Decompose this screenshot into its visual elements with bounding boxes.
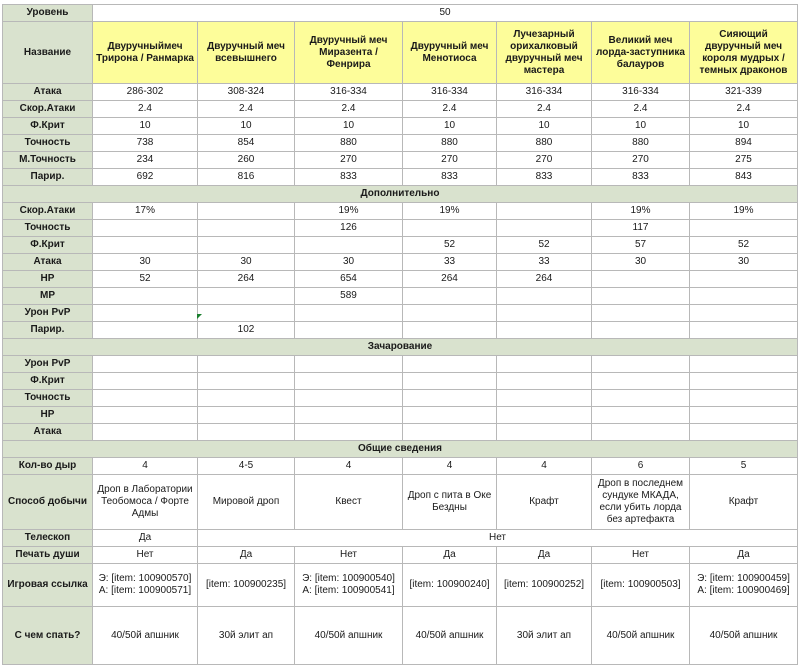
- stat-value[interactable]: [295, 237, 403, 254]
- row-telescope: [3, 530, 798, 547]
- stat-value[interactable]: [93, 356, 198, 373]
- stat-value[interactable]: 19%: [403, 203, 497, 220]
- stat-value[interactable]: 854: [198, 135, 295, 152]
- stat-row: [3, 101, 798, 118]
- stat-value[interactable]: 316-334: [592, 84, 690, 101]
- stat-value[interactable]: [403, 356, 497, 373]
- link-line: [item: 100900240]: [409, 579, 490, 590]
- stat-value[interactable]: [497, 305, 592, 322]
- stat-value[interactable]: 738: [93, 135, 198, 152]
- stat-value[interactable]: 234: [93, 152, 198, 169]
- stat-value[interactable]: 33: [497, 254, 592, 271]
- stat-label[interactable]: Атака: [3, 254, 93, 271]
- stat-value[interactable]: [295, 356, 403, 373]
- stat-label[interactable]: HP: [3, 271, 93, 288]
- stat-value[interactable]: 30: [592, 254, 690, 271]
- soulbound-value[interactable]: Да: [690, 547, 798, 564]
- stat-row: [3, 356, 798, 373]
- stat-value[interactable]: 10: [93, 118, 198, 135]
- stat-value[interactable]: [690, 322, 798, 339]
- weapon-name[interactable]: Двуручныймеч Трирона / Ранмарка: [93, 22, 198, 84]
- stat-value[interactable]: [690, 271, 798, 288]
- soulbound-value[interactable]: Да: [403, 547, 497, 564]
- slots-value[interactable]: 5: [690, 458, 798, 475]
- soulbound-value[interactable]: Нет: [592, 547, 690, 564]
- stat-value[interactable]: [497, 407, 592, 424]
- section-enchant: [3, 339, 798, 356]
- row-link: [3, 564, 798, 607]
- stat-label[interactable]: Ф.Крит: [3, 118, 93, 135]
- sparring-value[interactable]: 40/50й апшник: [690, 607, 798, 665]
- link-value[interactable]: [497, 564, 592, 607]
- stat-value[interactable]: [198, 237, 295, 254]
- stat-value[interactable]: 264: [497, 271, 592, 288]
- stat-value[interactable]: 270: [403, 152, 497, 169]
- stat-value[interactable]: 57: [592, 237, 690, 254]
- sparring-value[interactable]: 40/50й апшник: [592, 607, 690, 665]
- stat-label[interactable]: Скор.Атаки: [3, 203, 93, 220]
- stat-row: [3, 373, 798, 390]
- stat-value[interactable]: [497, 373, 592, 390]
- stat-value[interactable]: 833: [592, 169, 690, 186]
- stat-value[interactable]: 894: [690, 135, 798, 152]
- source-value[interactable]: Крафт: [497, 475, 592, 530]
- stat-label[interactable]: MP: [3, 288, 93, 305]
- slots-value[interactable]: 4: [295, 458, 403, 475]
- stat-value[interactable]: 52: [403, 237, 497, 254]
- stat-value[interactable]: 126: [295, 220, 403, 237]
- stat-value[interactable]: [198, 203, 295, 220]
- stat-value[interactable]: [592, 322, 690, 339]
- source-label[interactable]: Способ добычи: [3, 475, 93, 530]
- stat-row: [3, 424, 798, 441]
- stat-value[interactable]: [198, 390, 295, 407]
- stat-value[interactable]: [497, 390, 592, 407]
- stat-row: [3, 152, 798, 169]
- sparring-value[interactable]: 40/50й апшник: [295, 607, 403, 665]
- stat-row: [3, 220, 798, 237]
- stat-label[interactable]: Урон PvP: [3, 305, 93, 322]
- soulbound-label[interactable]: Печать души: [3, 547, 93, 564]
- stat-value[interactable]: 2.4: [295, 101, 403, 118]
- stat-label[interactable]: Парир.: [3, 169, 93, 186]
- source-value[interactable]: Крафт: [690, 475, 798, 530]
- slots-value[interactable]: 4: [497, 458, 592, 475]
- stat-value[interactable]: 833: [497, 169, 592, 186]
- stat-value[interactable]: [690, 220, 798, 237]
- stat-value[interactable]: [690, 356, 798, 373]
- slots-label[interactable]: Кол-во дыр: [3, 458, 93, 475]
- stat-value[interactable]: 10: [690, 118, 798, 135]
- stat-value[interactable]: 286-302: [93, 84, 198, 101]
- row-slots: [3, 458, 798, 475]
- stat-value[interactable]: [592, 407, 690, 424]
- weapon-comparison-table: [2, 4, 798, 665]
- stat-label[interactable]: Ф.Крит: [3, 373, 93, 390]
- stat-row: [3, 203, 798, 220]
- stat-value[interactable]: [403, 390, 497, 407]
- stat-value[interactable]: [403, 288, 497, 305]
- stat-row: [3, 84, 798, 101]
- stat-value[interactable]: 30: [295, 254, 403, 271]
- source-value[interactable]: Мировой дроп: [198, 475, 295, 530]
- stat-value[interactable]: [295, 390, 403, 407]
- stat-value[interactable]: [497, 220, 592, 237]
- row-sparring: [3, 607, 798, 665]
- stat-value[interactable]: 316-334: [403, 84, 497, 101]
- section-general: [3, 441, 798, 458]
- link-value[interactable]: [690, 564, 798, 607]
- stat-value[interactable]: [592, 424, 690, 441]
- stat-value[interactable]: 589: [295, 288, 403, 305]
- stat-value[interactable]: [198, 220, 295, 237]
- stat-label[interactable]: М.Точность: [3, 152, 93, 169]
- stat-value[interactable]: 30: [198, 254, 295, 271]
- stat-value[interactable]: [690, 407, 798, 424]
- stat-row: [3, 254, 798, 271]
- sparring-value[interactable]: 40/50й апшник: [403, 607, 497, 665]
- stat-value[interactable]: [198, 424, 295, 441]
- stat-label[interactable]: Парир.: [3, 322, 93, 339]
- stat-value[interactable]: 2.4: [198, 101, 295, 118]
- link-line: Э: [item: 100900570]: [98, 573, 192, 584]
- stat-value[interactable]: 30: [690, 254, 798, 271]
- stat-value[interactable]: [93, 373, 198, 390]
- stat-value[interactable]: 833: [403, 169, 497, 186]
- stat-value[interactable]: [592, 373, 690, 390]
- link-line: Э: [item: 100900459]: [697, 573, 790, 584]
- stat-row: [3, 271, 798, 288]
- stat-value[interactable]: [403, 220, 497, 237]
- link-line: А: [item: 100900541]: [302, 585, 395, 596]
- stat-value[interactable]: [497, 424, 592, 441]
- level-label[interactable]: Уровень: [3, 5, 93, 22]
- stat-value[interactable]: 30: [93, 254, 198, 271]
- stat-value[interactable]: 270: [295, 152, 403, 169]
- weapon-name[interactable]: Лучезарный орихалковый двуручный меч мастера: [497, 22, 592, 84]
- stat-row: [3, 390, 798, 407]
- stat-value[interactable]: [295, 407, 403, 424]
- stat-value[interactable]: [198, 407, 295, 424]
- stat-label[interactable]: HP: [3, 407, 93, 424]
- stat-value[interactable]: 2.4: [690, 101, 798, 118]
- stat-value[interactable]: [93, 305, 198, 322]
- stat-value[interactable]: 52: [497, 237, 592, 254]
- link-value[interactable]: [198, 564, 295, 607]
- stat-value[interactable]: [497, 356, 592, 373]
- link-line: Э: [item: 100900540]: [302, 573, 395, 584]
- stat-value[interactable]: 308-324: [198, 84, 295, 101]
- stat-value[interactable]: 880: [403, 135, 497, 152]
- stat-value[interactable]: 52: [93, 271, 198, 288]
- stat-value[interactable]: [198, 373, 295, 390]
- stat-value[interactable]: 880: [592, 135, 690, 152]
- stat-value[interactable]: 264: [198, 271, 295, 288]
- sparring-label[interactable]: С чем спать?: [3, 607, 93, 665]
- stat-value[interactable]: 19%: [690, 203, 798, 220]
- stat-value[interactable]: [690, 288, 798, 305]
- weapon-name[interactable]: Двуручный меч всевышнего: [198, 22, 295, 84]
- stat-value[interactable]: 843: [690, 169, 798, 186]
- slots-value[interactable]: 4: [93, 458, 198, 475]
- stat-value[interactable]: [690, 373, 798, 390]
- slots-value[interactable]: 4: [403, 458, 497, 475]
- stat-value[interactable]: 880: [295, 135, 403, 152]
- stat-label[interactable]: Ф.Крит: [3, 237, 93, 254]
- sparring-value[interactable]: 40/50й апшник: [93, 607, 198, 665]
- stat-value[interactable]: [198, 288, 295, 305]
- stat-value[interactable]: 270: [497, 152, 592, 169]
- slots-value[interactable]: 4-5: [198, 458, 295, 475]
- weapon-name[interactable]: Двуручный меч Миразента / Фенрира: [295, 22, 403, 84]
- stat-row: [3, 407, 798, 424]
- row-soulbound: [3, 547, 798, 564]
- stat-row: [3, 135, 798, 152]
- stat-value[interactable]: [690, 390, 798, 407]
- stat-value[interactable]: [592, 288, 690, 305]
- level-value[interactable]: 50: [93, 5, 798, 22]
- sparring-value[interactable]: 30й элит ап: [198, 607, 295, 665]
- stat-value[interactable]: 2.4: [93, 101, 198, 118]
- stat-row: [3, 237, 798, 254]
- source-value[interactable]: Квест: [295, 475, 403, 530]
- stat-value[interactable]: [295, 305, 403, 322]
- stat-value[interactable]: 270: [592, 152, 690, 169]
- stat-value[interactable]: 10: [403, 118, 497, 135]
- cell-comment-marker: [197, 314, 202, 319]
- stat-value[interactable]: 10: [198, 118, 295, 135]
- stat-value[interactable]: 19%: [295, 203, 403, 220]
- row-level: [3, 5, 798, 22]
- stat-value[interactable]: 10: [592, 118, 690, 135]
- telescope-value[interactable]: Да: [93, 530, 198, 547]
- stat-row: [3, 322, 798, 339]
- row-source: [3, 475, 798, 530]
- stat-value[interactable]: 260: [198, 152, 295, 169]
- stat-row: [3, 288, 798, 305]
- stat-value[interactable]: [93, 424, 198, 441]
- slots-value[interactable]: 6: [592, 458, 690, 475]
- stat-row: [3, 169, 798, 186]
- weapon-name[interactable]: Двуручный меч Менотиоса: [403, 22, 497, 84]
- stat-value[interactable]: [690, 305, 798, 322]
- stat-value[interactable]: [93, 390, 198, 407]
- section-title-general[interactable]: Общие сведения: [3, 441, 798, 458]
- section-title-extra[interactable]: Дополнительно: [3, 186, 798, 203]
- stat-value[interactable]: [403, 424, 497, 441]
- stat-value[interactable]: 880: [497, 135, 592, 152]
- stat-value[interactable]: [295, 373, 403, 390]
- stat-row: [3, 305, 798, 322]
- link-value[interactable]: [295, 564, 403, 607]
- stat-value[interactable]: 17%: [93, 203, 198, 220]
- stat-label[interactable]: Атака: [3, 84, 93, 101]
- stat-value[interactable]: 316-334: [295, 84, 403, 101]
- source-value[interactable]: Дроп в последнем сундуке МКАДА, если убить лорда без артефакта: [592, 475, 690, 530]
- stat-label[interactable]: Скор.Атаки: [3, 101, 93, 118]
- stat-value[interactable]: 19%: [592, 203, 690, 220]
- stat-value[interactable]: 2.4: [403, 101, 497, 118]
- link-line: [item: 100900503]: [600, 579, 681, 590]
- stat-value[interactable]: [497, 288, 592, 305]
- soulbound-value[interactable]: Нет: [93, 547, 198, 564]
- stat-value[interactable]: [592, 271, 690, 288]
- stat-value[interactable]: 321-339: [690, 84, 798, 101]
- stat-value[interactable]: [592, 356, 690, 373]
- stat-value[interactable]: 117: [592, 220, 690, 237]
- stat-value[interactable]: 52: [690, 237, 798, 254]
- section-title-enchant[interactable]: Зачарование: [3, 339, 798, 356]
- stat-value[interactable]: [497, 322, 592, 339]
- soulbound-value[interactable]: Да: [497, 547, 592, 564]
- link-line: [item: 100900235]: [205, 579, 287, 590]
- stat-value[interactable]: 264: [403, 271, 497, 288]
- stat-value[interactable]: 654: [295, 271, 403, 288]
- source-value[interactable]: Дроп с пита в Оке Бездны: [403, 475, 497, 530]
- stat-value[interactable]: 833: [295, 169, 403, 186]
- link-value[interactable]: [403, 564, 497, 607]
- row-name: [3, 22, 798, 84]
- stat-value[interactable]: [198, 305, 295, 322]
- stat-value[interactable]: 2.4: [592, 101, 690, 118]
- weapon-name[interactable]: Великий меч лорда-заступника балауров: [592, 22, 690, 84]
- stat-label[interactable]: Точность: [3, 390, 93, 407]
- soulbound-value[interactable]: Да: [198, 547, 295, 564]
- stat-value[interactable]: [198, 356, 295, 373]
- stat-value[interactable]: 692: [93, 169, 198, 186]
- source-value[interactable]: Дроп в Лаборатории Теобомоса / Форте Адмы: [93, 475, 198, 530]
- stat-value[interactable]: [93, 288, 198, 305]
- stat-value[interactable]: [497, 203, 592, 220]
- stat-value[interactable]: 275: [690, 152, 798, 169]
- stat-value[interactable]: 10: [295, 118, 403, 135]
- stat-value[interactable]: 2.4: [497, 101, 592, 118]
- stat-label[interactable]: Атака: [3, 424, 93, 441]
- stat-value[interactable]: 33: [403, 254, 497, 271]
- link-line: А: [item: 100900571]: [98, 585, 192, 596]
- stat-label[interactable]: Точность: [3, 220, 93, 237]
- name-label[interactable]: Название: [3, 22, 93, 84]
- link-value[interactable]: [592, 564, 690, 607]
- stat-value[interactable]: [295, 424, 403, 441]
- link-value[interactable]: [93, 564, 198, 607]
- stat-value[interactable]: 102: [198, 322, 295, 339]
- weapon-name[interactable]: Сияющий двуручный меч короля мудрых / темных драконов: [690, 22, 798, 84]
- stat-value[interactable]: [93, 322, 198, 339]
- stat-value[interactable]: [403, 305, 497, 322]
- stat-label[interactable]: Урон PvP: [3, 356, 93, 373]
- link-label[interactable]: Игровая ссылка: [3, 564, 93, 607]
- telescope-label[interactable]: Телескоп: [3, 530, 93, 547]
- stat-value[interactable]: 316-334: [497, 84, 592, 101]
- stat-value[interactable]: [93, 220, 198, 237]
- stat-value[interactable]: [295, 322, 403, 339]
- stat-label[interactable]: Точность: [3, 135, 93, 152]
- link-line: [item: 100900252]: [503, 579, 585, 590]
- soulbound-value[interactable]: Нет: [295, 547, 403, 564]
- stat-value[interactable]: [93, 237, 198, 254]
- stat-value[interactable]: 10: [497, 118, 592, 135]
- telescope-value[interactable]: Нет: [198, 530, 798, 547]
- stat-value[interactable]: [403, 373, 497, 390]
- stat-value[interactable]: [93, 407, 198, 424]
- link-line: А: [item: 100900469]: [697, 585, 790, 596]
- section-extra: [3, 186, 798, 203]
- stat-value[interactable]: [403, 322, 497, 339]
- stat-value[interactable]: [592, 305, 690, 322]
- stat-value[interactable]: [690, 424, 798, 441]
- stat-row: [3, 118, 798, 135]
- stat-value[interactable]: [403, 407, 497, 424]
- stat-value[interactable]: [592, 390, 690, 407]
- stat-value[interactable]: 816: [198, 169, 295, 186]
- sparring-value[interactable]: 30й элит ап: [497, 607, 592, 665]
